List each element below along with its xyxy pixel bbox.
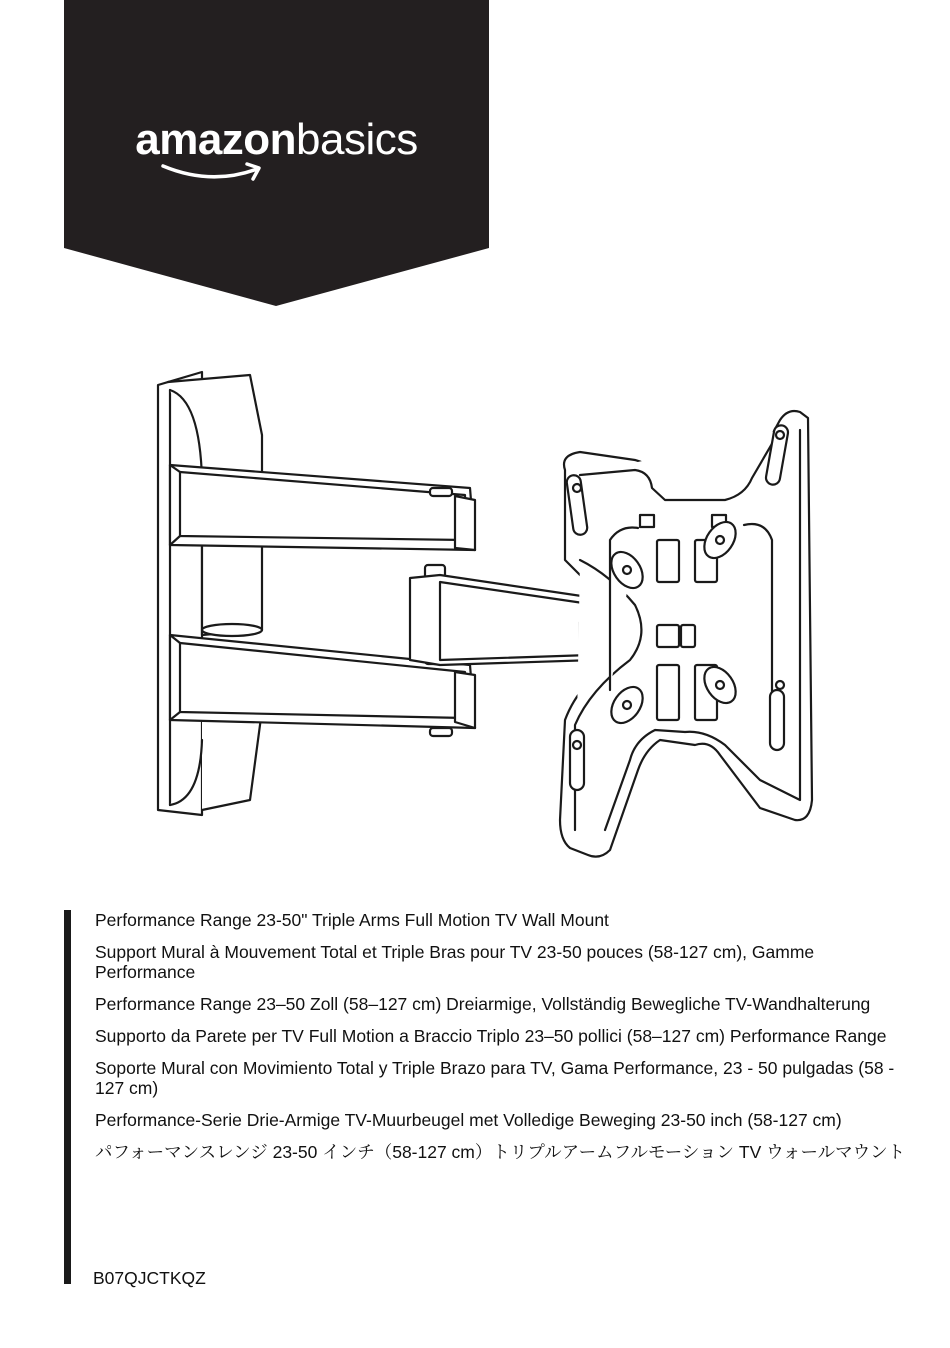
- brand-logo: [64, 115, 489, 164]
- upper-arm: [170, 465, 475, 550]
- brand-name-part1: amazon: [135, 115, 297, 164]
- wall-hinge: [202, 532, 262, 636]
- tv-wall-mount-illustration: [140, 360, 820, 870]
- amazon-smile-arrow-icon: [159, 160, 269, 186]
- product-sku: B07QJCTKQZ: [93, 1268, 206, 1288]
- title-italian: Supporto da Parete per TV Full Motion a Braccio Triplo 23–50 pollici (58–127 cm) Performance Range: [95, 1026, 887, 1046]
- title-japanese: パフォーマンスレンジ 23-50 インチ（58-127 cm）トリプルアームフルモーション TV ウォールマウント: [95, 1142, 906, 1162]
- brand-banner: [64, 0, 489, 306]
- title-french: Support Mural à Mouvement Total et Triple Bras pour TV 23-50 pouces (58-127 cm), Gamme Performance: [95, 942, 815, 982]
- brand-name-part2: basics: [296, 115, 418, 164]
- title-german: Performance Range 23–50 Zoll (58–127 cm) Dreiarmige, Vollständig Bewegliche TV-Wandhalterung: [95, 994, 871, 1014]
- title-dutch: Performance-Serie Drie-Armige TV-Muurbeugel met Volledige Beweging 23-50 inch (58-127 cm): [95, 1110, 842, 1130]
- title-spanish: Soporte Mural con Movimiento Total y Triple Brazo para TV, Gama Performance, 23 - 50 pulgadas (58 - 127 cm): [95, 1058, 895, 1098]
- title-english: Performance Range 23-50" Triple Arms Full Motion TV Wall Mount: [95, 910, 609, 930]
- product-titles: [64, 910, 911, 1284]
- vesa-plate: [560, 411, 812, 857]
